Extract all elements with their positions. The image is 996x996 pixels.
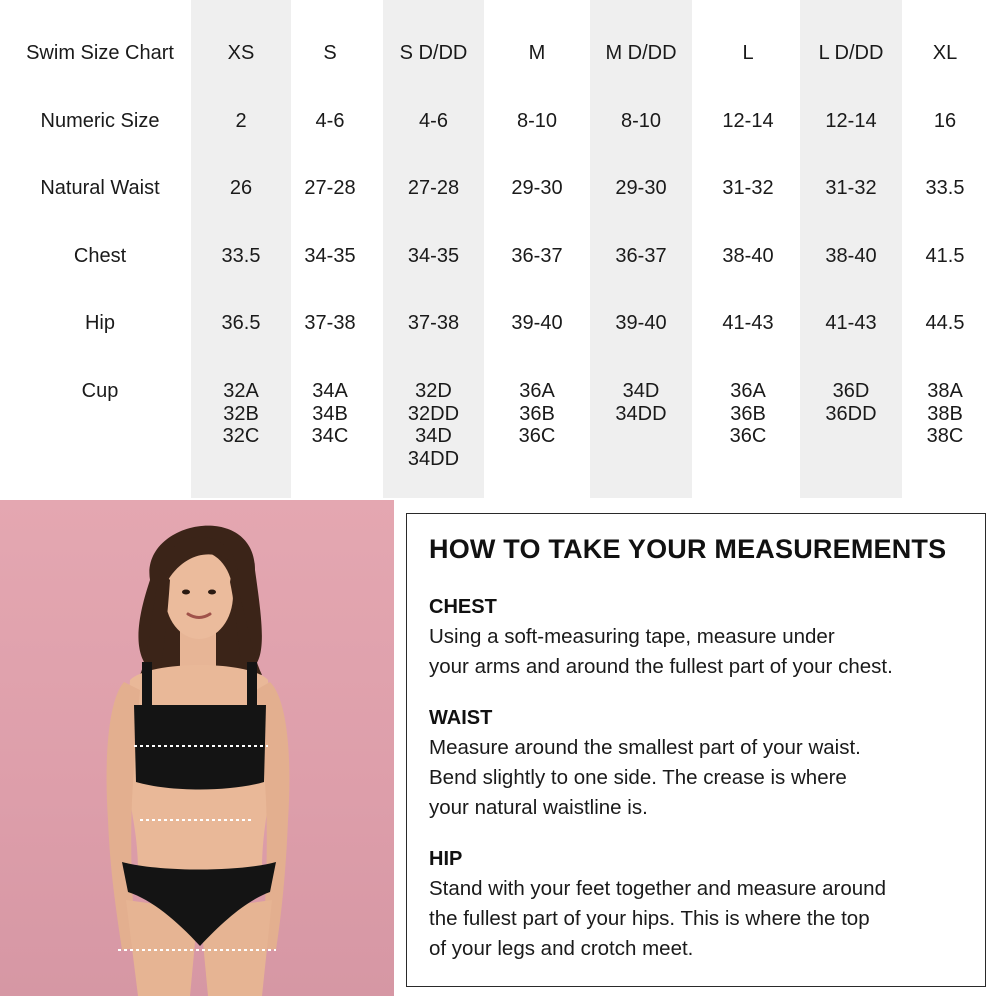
row-label-cup: Cup	[81, 380, 119, 402]
table-cell: 36-37	[511, 245, 563, 267]
table-cell: 34-35	[304, 245, 356, 267]
size-header: M	[528, 42, 546, 64]
cup-cell: 36A 36B 36C	[518, 380, 556, 447]
cup-cell: 34A 34B 34C	[311, 380, 349, 447]
table-cell: 33.5	[221, 245, 261, 267]
table-cell: 37-38	[407, 312, 460, 334]
chest-instructions: Using a soft-measuring tape, measure under your arms and around the fullest part of your chest.	[429, 625, 893, 678]
cup-cell: 32A 32B 32C	[222, 380, 260, 447]
waist-instructions: Measure around the smallest part of your waist. Bend slightly to one side. The crease is where your natural waistline is.	[429, 736, 861, 819]
cup-cell: 34D 34DD	[615, 380, 667, 425]
table-cell: 12-14	[722, 110, 774, 132]
table-cell: 31-32	[825, 177, 877, 199]
size-header: L D/DD	[818, 42, 884, 64]
size-header: M D/DD	[605, 42, 677, 64]
chest-heading: CHEST	[429, 596, 497, 618]
model-photo	[0, 500, 394, 996]
row-label-hip: Hip	[84, 312, 115, 334]
row-label-chest: Chest	[73, 245, 127, 267]
table-cell: 26	[229, 177, 253, 199]
table-cell: 16	[933, 110, 957, 132]
table-cell: 27-28	[407, 177, 460, 199]
size-header: XS	[227, 42, 255, 64]
table-cell: 38-40	[722, 245, 774, 267]
chart-title: Swim Size Chart	[26, 42, 174, 64]
table-cell: 44.5	[925, 312, 965, 334]
table-cell: 39-40	[511, 312, 563, 334]
table-cell: 41-43	[722, 312, 774, 334]
table-cell: 29-30	[511, 177, 563, 199]
table-cell: 33.5	[925, 177, 965, 199]
measurement-instructions	[406, 513, 986, 987]
row-label-numeric-size: Numeric Size	[40, 110, 160, 132]
table-cell: 8-10	[620, 110, 662, 132]
table-cell: 12-14	[825, 110, 877, 132]
table-cell: 41.5	[925, 245, 965, 267]
model-illustration	[0, 500, 394, 996]
waist-heading: WAIST	[429, 707, 493, 729]
hip-instructions: Stand with your feet together and measure around the fullest part of your hips. This is where the top of your legs and crotch meet.	[429, 877, 886, 960]
size-header: S D/DD	[399, 42, 468, 64]
hip-heading: HIP	[429, 848, 463, 870]
cup-cell: 36A 36B 36C	[729, 380, 767, 447]
instructions-title: HOW TO TAKE YOUR MEASUREMENTS	[429, 534, 947, 564]
table-cell: 41-43	[825, 312, 877, 334]
table-cell: 38-40	[825, 245, 877, 267]
table-cell: 31-32	[722, 177, 774, 199]
table-cell: 4-6	[419, 110, 448, 132]
cup-cell: 38A 38B 38C	[926, 380, 964, 447]
table-cell: 34-35	[407, 245, 460, 267]
table-cell: 36-37	[615, 245, 667, 267]
table-cell: 29-30	[615, 177, 667, 199]
size-header: S	[323, 42, 337, 64]
table-cell: 37-38	[304, 312, 356, 334]
table-cell: 36.5	[221, 312, 261, 334]
table-cell: 27-28	[304, 177, 356, 199]
cup-cell: 32D 32DD 34D 34DD	[407, 380, 460, 470]
table-cell: 8-10	[516, 110, 558, 132]
row-label-natural-waist: Natural Waist	[40, 177, 160, 199]
table-cell: 4-6	[315, 110, 345, 132]
size-header: XL	[932, 42, 958, 64]
table-cell: 2	[235, 110, 247, 132]
size-header: L	[742, 42, 754, 64]
cup-cell: 36D 36DD	[825, 380, 877, 425]
table-cell: 39-40	[615, 312, 667, 334]
